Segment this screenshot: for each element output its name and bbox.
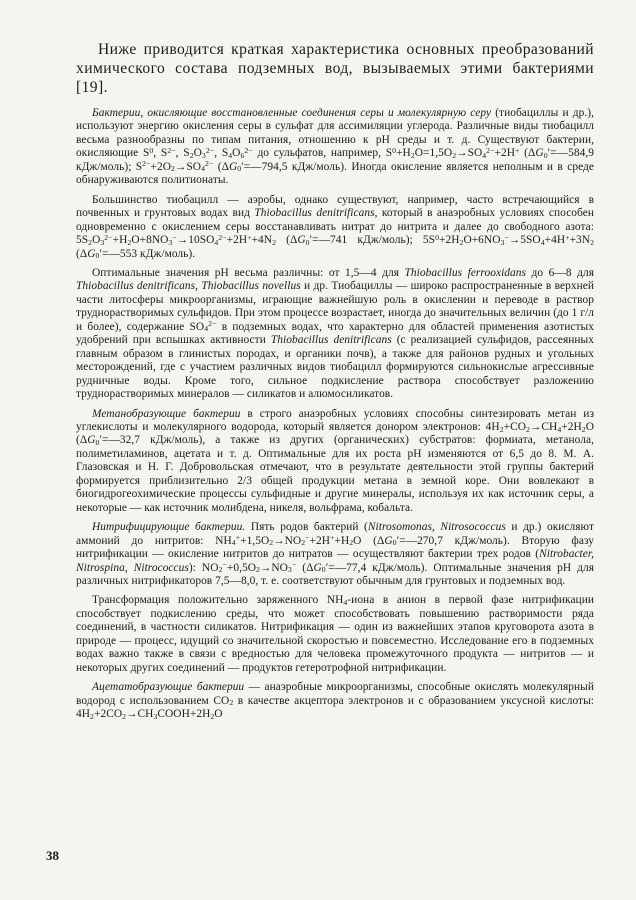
paragraph-acetate: Ацетатобразующие бактерии — анаэробные микроорганизмы, способные окислять молекулярный водород с использованием $CO_2$ в качестве акцептора электронов и с образованием уксусной кислоты: $4H_2+2CO_2\to CH_3COOH+2H_2O$	[76, 681, 595, 721]
page-number: 38	[46, 848, 59, 863]
paragraph-nitrifying: Нитрифицирующие бактерии. Пять родов бактерий (Nitrosomonas, Nitrosococcus и др.) окисляют аммоний до нитритов: $NH_4^++1,5O_2\to NO_2^-+2H^++H_2O$ ($\Delta G_0'=—270,7$ кДж/моль). Вторую фазу нитрификации — окисление нитритов до нитратов — осуществляют бактерии трех родов (Nitrobacter, Nitrospina, Nitrococcus): $NO_2^-+0,5O_2\to NO_3^-$ ($\Delta G_0'=—77,4$ кДж/моль). Оптимальные значения pH для различных нитрификаторов 7,5—8,0, т. е. соответствуют обычным для грунтовых и подземных вод.	[76, 521, 594, 587]
body-text	[76, 107, 594, 721]
paragraph-sulfur: Бактерии, окисляющие восстановленные соединения серы и молекулярную серу (тиобациллы и др.), используют энергию окисления серы в сульфат для ассимиляции углерода. Различные виды тиобацилл весьма разнообразны по типам питания, отношению к pH среды и т. д. Существуют бактерии, окисляющие $S^0$, $S^{2-}$, $S_2O_3^{2-}$, $S_4O_6^{2-}$ до сульфатов, например, $S^0+H_2O=1,5O_2\to SO_4^{2-}+2H^+$ ($\Delta G_0'=—584,9$ кДж/моль); $S^{2-}+2O_2\to SO_4^{2-}$ ($\Delta G_0'=—794,5$ кДж/моль). Иногда окисление является неполным и в среде обнаруживаются политионаты.	[76, 107, 594, 187]
paragraph-transformation: Трансформация положительно заряженного $NH_4$-иона в анион в первой фазе нитрификации способствует подкислению среды, что может способствовать повышению растворимости ряда соединений, в частности силикатов. Нитрификация — один из важнейших этапов круговорота азота в природе — процесс, идущий со значительной скоростью и повсеместно. Исследование его в подземных водах важно также в связи с вредностью для человека промежуточного продукта — нитритов — и некоторых других соединений — продуктов гетеротрофной нитрификации.	[76, 594, 594, 674]
paragraph-thiobacillus: Большинство тиобацилл — аэробы, однако существуют, например, часто встречающийся в почвенных и грунтовых водах вид Thiobacillus denitrificans, который в анаэробных условиях способен одновременно с окислением серы восстанавливать нитрат до нитрита и далее до свободного азота: $5S_2O_3^{2-}+H_2O+8NO_3^-\to 10SO_4^{2-}+2H^++4N_2$ ($\Delta G_0'=—741$ кДж/моль); $5S^0+2H_2O+6NO_3^-\to 5SO_4+4H^++3N_2$ ($\Delta G_0'=—553$ кДж/моль).	[76, 193, 595, 261]
paragraph-optimal-ph: Оптимальные значения pH весьма различны: от 1,5—4 для Thiobacillus ferrooxidans до 6—8 для Thiobacillus denitrificans, Thiobacillus novellus и др. Тиобациллы — широко распространенные в верхней части литосферы микроорганизмы, играющие важнейшую роль в окислении и переводе в раствор труднорастворимых сульфидов. При этом процессе возрастает, иногда до значительных величин (до 1 г/л и более), содержание $SO_4^{2-}$ в подземных водах, что характерно для областей применения азотистых удобрений при вспышках активности Thiobacillus denitrificans (с реализацией сульфидов, рассеянных главным образом в глинистых породах, и органики почв), а также для районов рудных и угольных месторождений, где с участием различных видов тиобацилл формируются сильнокислые агрессивные рудничные воды. Кроме того, сильное подкисление раствора способствует разложению труднорастворимых минералов — силикатов и алюмосиликатов.	[76, 266, 594, 401]
paragraph-methane: Метанобразующие бактерии в строго анаэробных условиях способны синтезировать метан из углекислоты и молекулярного водорода, который является донором электронов: $4H_2+CO_2\to CH_4+2H_2O$ ($\Delta G_0'=—32,7$ кДж/моль), а также из других (органических) субстратов: формиата, метанола, полиметиламинов, ацетата и т. д. Оптимальные для их роста pH изменяются от 6,5 до 8. М. А. Глазовская и Н. Г. Добровольская отмечают, что в результате деятельности этой группы бактерий формируется приблизительно 2/3 общей продукции метана в земной коре. Они вовлекают в биогидрогеохимические процессы сульфидные и другие минералы, используя их как источник серы, а некоторые — как источник молибдена, никеля, вольфрама, кобальта.	[76, 407, 594, 514]
intro-paragraph: Ниже приводится краткая характеристика основных преобразований химического состава подземных вод, вызываемых этими бактериями [19].	[76, 41, 594, 96]
